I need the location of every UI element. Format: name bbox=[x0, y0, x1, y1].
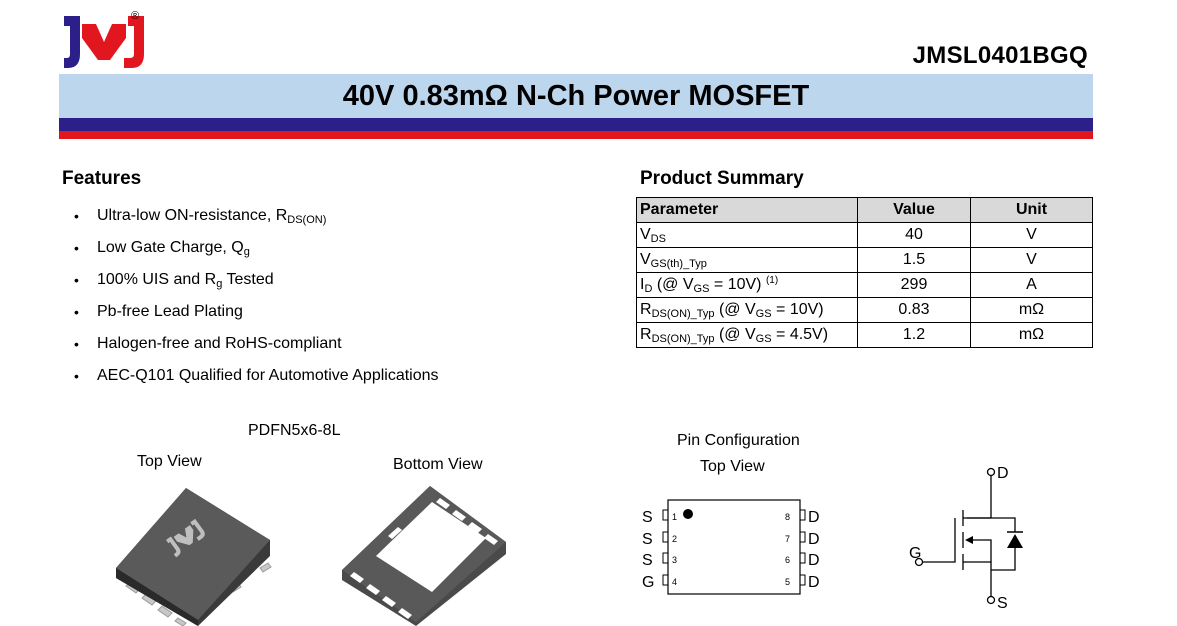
top-view-label: Top View bbox=[137, 453, 202, 470]
pin-letter: D bbox=[808, 574, 820, 591]
pin-letter: D bbox=[808, 509, 820, 526]
drain-label: D bbox=[997, 465, 1009, 482]
feature-item: • Pb-free Lead Plating bbox=[74, 302, 439, 334]
package-name: PDFN5x6-8L bbox=[248, 422, 341, 439]
param-cell: $R_{DS(ON)\_Typ}$ (@ $V_{GS} = 4.5V$) bbox=[637, 323, 858, 348]
source-label: S bbox=[997, 595, 1008, 612]
pin-letter: D bbox=[808, 531, 820, 548]
product-summary-table bbox=[636, 197, 1093, 348]
pin-configuration-title: Pin Configuration bbox=[677, 432, 800, 449]
bottom-view-label: Bottom View bbox=[393, 456, 483, 473]
param-cell: $V_{DS}$ bbox=[637, 223, 858, 248]
feature-item: • Ultra-low ON-resistance, $R_{DS(ON)}$ bbox=[74, 206, 439, 238]
pin-letter: S bbox=[642, 531, 653, 548]
header-stripe-blue bbox=[59, 118, 1093, 131]
table-row bbox=[637, 323, 1093, 348]
pin-letter: S bbox=[642, 552, 653, 569]
value-cell: 1.5 bbox=[858, 248, 971, 273]
unit-cell: A bbox=[971, 273, 1093, 298]
pin-letter: S bbox=[642, 509, 653, 526]
page-title: 40V 0.83mΩ N-Ch Power MOSFET bbox=[342, 80, 810, 112]
features-heading: Features bbox=[62, 168, 142, 189]
value-cell: 1.2 bbox=[858, 323, 971, 348]
package-top-view-image bbox=[110, 480, 280, 626]
param-cell: $R_{DS(ON)\_Typ}$ (@ $V_{GS} = 10V$) bbox=[637, 298, 858, 323]
feature-item: • Halogen-free and RoHS-compliant bbox=[74, 334, 439, 366]
value-cell: 40 bbox=[858, 223, 971, 248]
table-row bbox=[637, 273, 1093, 298]
part-number: JMSL0401BGQ bbox=[912, 42, 1088, 69]
pin-top-view-label: Top View bbox=[700, 458, 765, 475]
mosfet-schematic-symbol bbox=[905, 462, 1045, 612]
table-header-row bbox=[637, 198, 1093, 223]
unit-cell: mΩ bbox=[971, 298, 1093, 323]
table-row bbox=[637, 223, 1093, 248]
param-cell: $V_{GS(th)\_Typ}$ bbox=[637, 248, 858, 273]
unit-cell: mΩ bbox=[971, 323, 1093, 348]
pin-number: 7 bbox=[785, 534, 791, 544]
feature-item: • 100% UIS and $R_g$ Tested bbox=[74, 270, 439, 302]
pin-number: 3 bbox=[672, 555, 678, 565]
header-stripe-red bbox=[59, 131, 1093, 139]
gate-label: G bbox=[909, 545, 922, 562]
pin1-marker-dot bbox=[683, 509, 693, 519]
pin-number: 4 bbox=[672, 577, 678, 587]
pin-number: 8 bbox=[785, 512, 791, 522]
unit-cell: V bbox=[971, 248, 1093, 273]
value-cell: 299 bbox=[858, 273, 971, 298]
registered-mark: ® bbox=[131, 10, 140, 22]
pin-number: 5 bbox=[785, 577, 791, 587]
header-value: Value bbox=[858, 198, 971, 223]
pin-number: 6 bbox=[785, 555, 791, 565]
package-bottom-view-image bbox=[336, 480, 512, 626]
pin-letter: G bbox=[642, 574, 655, 591]
feature-item: • Low Gate Charge, $Q_g$ bbox=[74, 238, 439, 270]
product-summary-heading: Product Summary bbox=[640, 168, 804, 189]
pin-letter: D bbox=[808, 552, 820, 569]
company-logo bbox=[62, 14, 146, 70]
features-list bbox=[74, 206, 439, 398]
pin-configuration-diagram bbox=[636, 496, 836, 600]
table-row bbox=[637, 248, 1093, 273]
header-parameter: Parameter bbox=[637, 198, 858, 223]
header-unit: Unit bbox=[971, 198, 1093, 223]
unit-cell: V bbox=[971, 223, 1093, 248]
feature-item: • AEC-Q101 Qualified for Automotive Applications bbox=[74, 366, 439, 398]
param-cell: $I_D$ (@ $V_{GS} = 10V$) $^{(1)}$ bbox=[637, 273, 858, 298]
pin-number: 1 bbox=[672, 512, 678, 522]
value-cell: 0.83 bbox=[858, 298, 971, 323]
pin-number: 2 bbox=[672, 534, 678, 544]
title-band bbox=[59, 74, 1093, 118]
table-row bbox=[637, 298, 1093, 323]
